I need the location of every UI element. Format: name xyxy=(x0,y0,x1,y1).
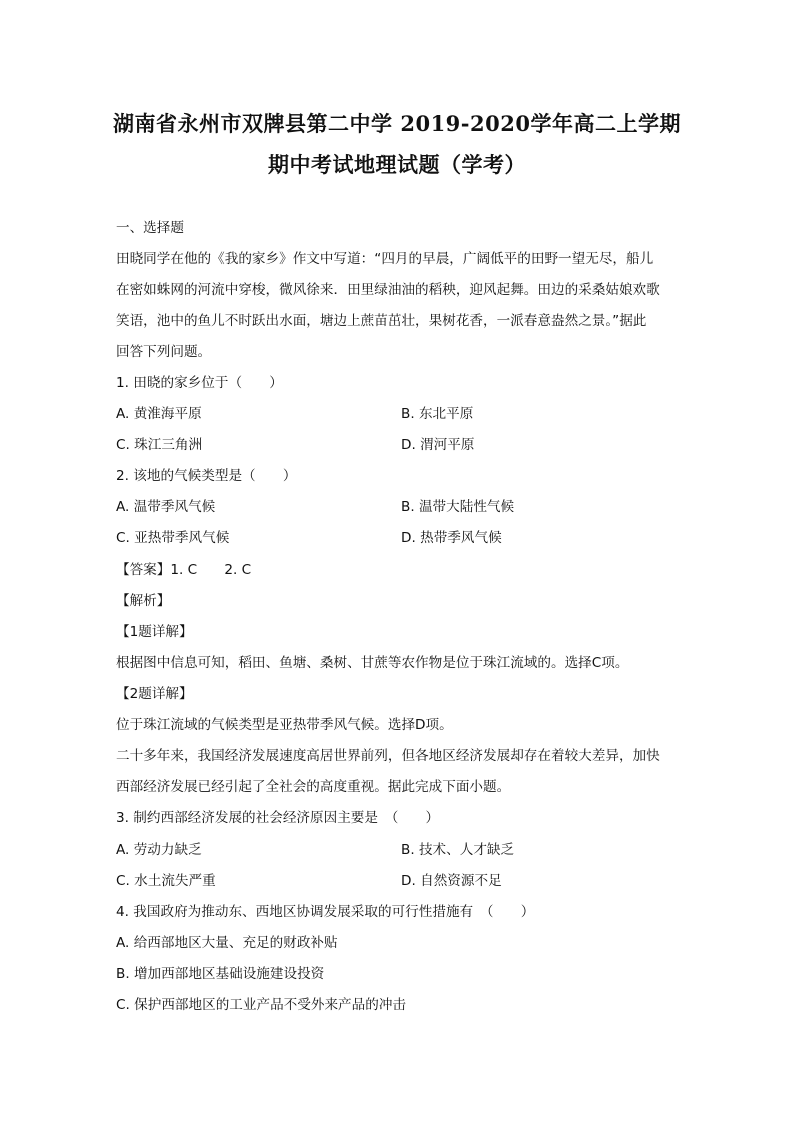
question-3-option-d: D. 自然资源不足 xyxy=(401,873,502,889)
passage1-line: 田晓同学在他的《我的家乡》作文中写道：“四月的早晨，广阔低平的田野一望无尽，船儿 xyxy=(116,251,654,267)
question-3-stem: 3. 制约西部经济发展的社会经济原因主要是 （ ） xyxy=(116,810,440,826)
passage1-line: 笑语，池中的鱼儿不时跃出水面，塘边上蔗苗茁壮，果树花香，一派春意盎然之景。”据此 xyxy=(116,313,647,329)
title-line-1: 湖南省永州市双牌县第二中学 2019-2020学年高二上学期 xyxy=(113,111,681,136)
question-4-stem: 4. 我国政府为推动东、西地区协调发展采取的可行性措施有 （ ） xyxy=(116,904,535,920)
passage1-line: 回答下列问题。 xyxy=(116,344,212,360)
question-2-option-b: B. 温带大陆性气候 xyxy=(401,499,515,515)
question-1-stem: 1. 田晓的家乡位于（ ） xyxy=(116,375,283,391)
question-2-stem: 2. 该地的气候类型是（ ） xyxy=(116,468,297,484)
question-1-option-c: C. 珠江三角洲 xyxy=(116,437,203,453)
question-2-option-c: C. 亚热带季风气候 xyxy=(116,530,230,546)
question-2-option-d: D. 热带季风气候 xyxy=(401,530,502,546)
question-4-option-c: C. 保护西部地区的工业产品不受外来产品的冲击 xyxy=(116,997,407,1013)
title-line-2: 期中考试地理试题（学考） xyxy=(268,152,526,177)
question-4-option-b: B. 增加西部地区基础设施建设投资 xyxy=(116,966,325,982)
detail-1-text: 根据图中信息可知，稻田、鱼塘、桑树、甘蔗等农作物是位于珠江流域的。选择C项。 xyxy=(116,655,629,671)
detail-2-label: 【2题详解】 xyxy=(116,686,193,702)
question-3-option-c: C. 水土流失严重 xyxy=(116,873,216,889)
question-3-option-a: A. 劳动力缺乏 xyxy=(116,842,202,858)
section-heading: 一、选择题 xyxy=(116,220,184,236)
question-4-option-a: A. 给西部地区大量、充足的财政补贴 xyxy=(116,935,338,951)
question-1-option-a: A. 黄淮海平原 xyxy=(116,406,202,422)
question-2-option-a: A. 温带季风气候 xyxy=(116,499,216,515)
passage1-line: 在密如蛛网的河流中穿梭，微风徐来．田里绿油油的稻秧，迎风起舞。田边的采桑姑娘欢歌 xyxy=(116,282,660,298)
question-3-option-b: B. 技术、人才缺乏 xyxy=(401,842,515,858)
analysis-label: 【解析】 xyxy=(116,593,171,609)
question-1-option-b: B. 东北平原 xyxy=(401,406,474,422)
detail-2-text: 位于珠江流域的气候类型是亚热带季风气候。选择D项。 xyxy=(116,717,453,733)
passage2-line: 西部经济发展已经引起了全社会的高度重视。据此完成下面小题。 xyxy=(116,779,511,795)
question-1-option-d: D. 渭河平原 xyxy=(401,437,475,453)
passage2-line: 二十多年来，我国经济发展速度高居世界前列，但各地区经济发展却存在着较大差异，加快 xyxy=(116,748,660,764)
answer-line: 【答案】1. C 2. C xyxy=(116,562,252,578)
detail-1-label: 【1题详解】 xyxy=(116,624,193,640)
